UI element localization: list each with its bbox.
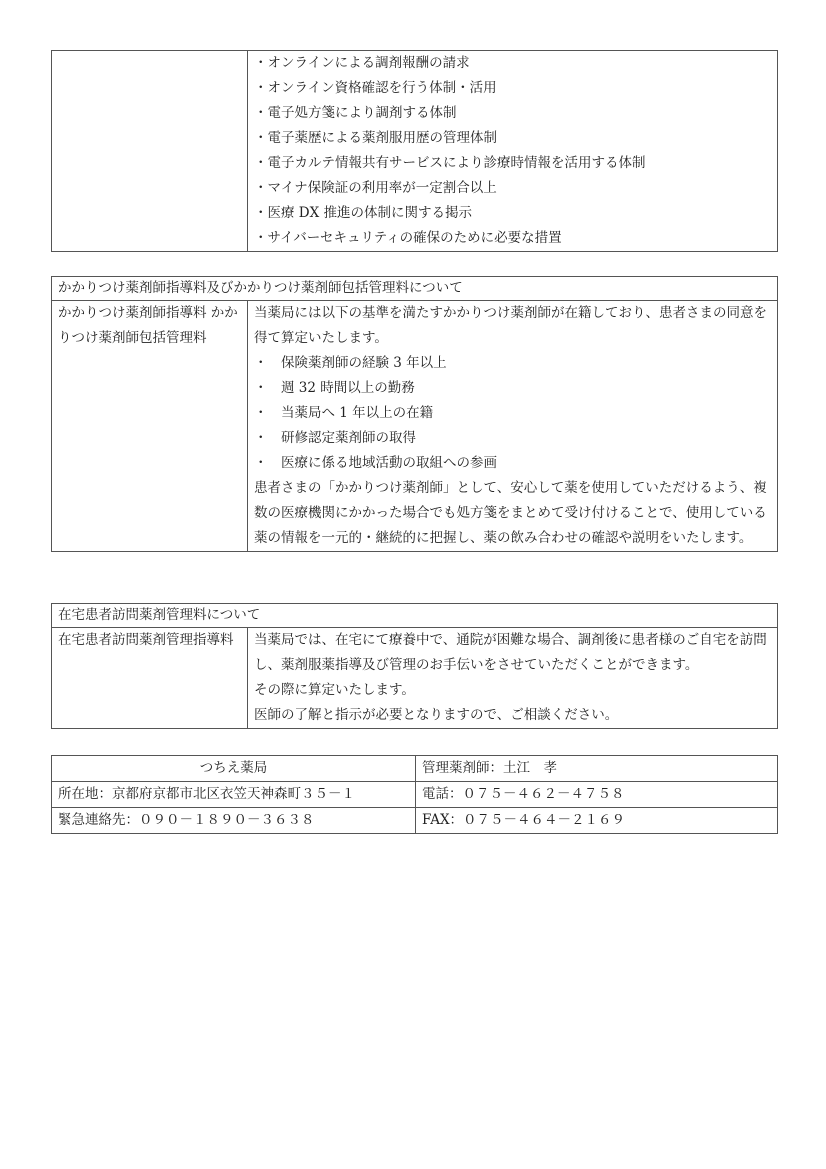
dx-item: ・電子カルテ情報共有サービスにより診療時情報を活用する体制 (254, 155, 646, 171)
criteria-item: ・ 研修認定薬剤師の取得 (254, 430, 416, 446)
kakaritsuke-content (248, 301, 778, 552)
home-visit-title: 在宅患者訪問薬剤管理料について (52, 604, 778, 628)
pharmacy-info-table (51, 755, 778, 834)
home-visit-content (248, 628, 778, 729)
dx-table (51, 50, 778, 252)
home-visit-line: 医師の了解と指示が必要となりますので、ご相談ください。 (254, 707, 619, 723)
kakaritsuke-intro: 当薬局には以下の基準を満たすかかりつけ薬剤師が在籍しており、患者さまの同意を得て算定いたします。 (254, 305, 767, 346)
criteria-item: ・ 医療に係る地域活動の取組への参画 (254, 455, 497, 471)
home-visit-table (51, 603, 778, 729)
dx-item: ・オンラインによる調剤報酬の請求 (254, 55, 470, 71)
dx-item: ・電子処方箋により調剤する体制 (254, 105, 457, 121)
criteria-item: ・ 当薬局へ 1 年以上の在籍 (254, 405, 434, 421)
kakaritsuke-description: 患者さまの「かかりつけ薬剤師」として、安心して薬を使用していただけるよう、複数の医療機関にかかった場合でも処方箋をまとめて受け付けることで、使用している薬の情報を一元的・継続的に把握し、薬の飲み合わせの確認や説明をいたします。 (254, 480, 767, 546)
pharmacy-emergency: 緊急連絡先：０９０－１８９０－３６３８ (52, 808, 416, 834)
dx-item: ・サイバーセキュリティの確保のために必要な措置 (254, 230, 562, 246)
home-visit-body: 当薬局では、在宅にて療養中で、通院が困難な場合、調剤後に患者様のご自宅を訪問し、薬剤服薬指導及び管理のお手伝いをさせていただくことができます。 (254, 632, 767, 673)
dx-item: ・オンライン資格確認を行う体制・活用 (254, 80, 497, 96)
home-visit-line: その際に算定いたします。 (254, 682, 415, 698)
dx-item: ・医療 DX 推進の体制に関する掲示 (254, 205, 473, 221)
pharmacy-address: 所在地：京都府京都市北区衣笠天神森町３５－１ (52, 782, 416, 808)
criteria-item: ・ 週 32 時間以上の勤務 (254, 380, 415, 396)
pharmacy-phone: 電話：０７５－４６２－４７５８ (416, 782, 778, 808)
dx-items-cell (248, 51, 778, 252)
kakaritsuke-title: かかりつけ薬剤師指導料及びかかりつけ薬剤師包括管理料について (52, 277, 778, 301)
kakaritsuke-table (51, 276, 778, 552)
criteria-item: ・ 保険薬剤師の経験 3 年以上 (254, 355, 447, 371)
home-visit-left-label: 在宅患者訪問薬剤管理指導料 (52, 628, 248, 729)
kakaritsuke-left-label: かかりつけ薬剤師指導料 かかりつけ薬剤師包括管理料 (52, 301, 248, 552)
dx-left-cell (52, 51, 248, 252)
dx-item: ・電子薬歴による薬剤服用歴の管理体制 (254, 130, 497, 146)
dx-item: ・マイナ保険証の利用率が一定割合以上 (254, 180, 497, 196)
pharmacy-manager: 管理薬剤師：土江 孝 (416, 756, 778, 782)
pharmacy-name: つちえ薬局 (52, 756, 416, 782)
pharmacy-fax: FAX：０７５－４６４－２１６９ (416, 808, 778, 834)
